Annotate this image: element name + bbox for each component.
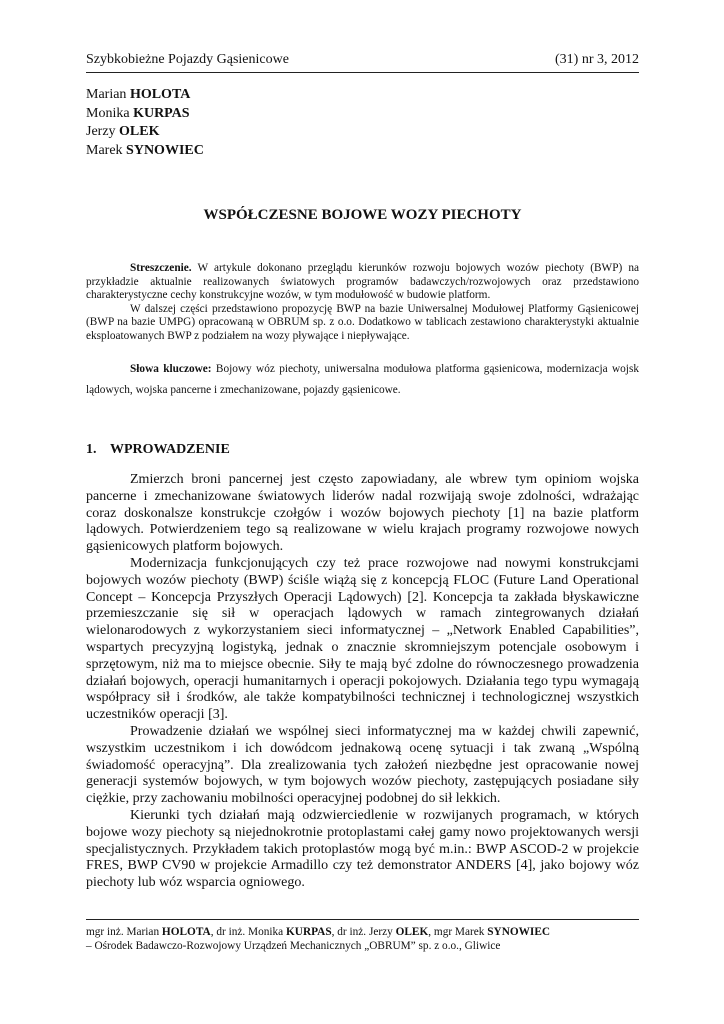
header-rule: [86, 72, 639, 73]
abstract: [86, 262, 639, 344]
body-text: [86, 472, 639, 892]
footnote-affiliation: – Ośrodek Badawczo-Rozwojowy Urządzeń Mechanicznych „OBRUM” sp. z o.o., Gliwice: [86, 940, 501, 953]
body-paragraph: Modernizacja funkcjonujących czy też prace rozwojowe nad nowymi konstrukcjami bojowych wozów piechoty (BWP) ściśle wiążą się z koncepcją FLOC (Future Land Operational Concept – Koncepcja Przyszłych Operacji Lądowych) [2]. Koncepcja ta zakłada błyskawiczne przemieszczanie się sił w operacjach lądowych w ramach zintegrowanych działań wielonarodowych z wykorzystaniem sieci informatycznej – „Network Enabled Capabilities”, wspartych precyzyjną logistyką, jednak o znacznie skromniejszym potencjale osobowym i sprzętowym, niż ma to miejsce obecnie. Siły te mają być zdolne do równoczesnego prowadzenia działań bojowych, operacji humanitarnych i operacji pokojowych. Działania tego typu wymagają współpracy sił i środków, ale także kompatybilności technicznej i technologicznej wszystkich uczestników operacji [3].: [86, 555, 639, 723]
author: Jerzy OLEK: [86, 124, 160, 139]
author: Marek SYNOWIEC: [86, 142, 204, 158]
keywords-text: Bojowy wóz piechoty, uniwersalna modułowa platforma gąsienicowa, modernizacja wojsk lądowych, wojska pancerne i zmechanizowane, pojazdy gąsienicowe.: [86, 363, 639, 396]
keywords-label: Słowa kluczowe:: [130, 363, 212, 375]
body-paragraph: Zmierzch broni pancernej jest często zapowiadany, ale wbrew tym opiniom wojska pancerne i zmechanizowane światowych liderów nadal rozwijają swoje zdolności, wdrażając coraz doskonalsze konstrukcje czołgów i wozów bojowych piechoty [1] na bazie platform lądowych. Potwierdzeniem tego są realizowane w wielu krajach programy rozwojowe nowych gąsienicowych platform bojowych.: [86, 472, 639, 555]
author-list: [86, 86, 204, 160]
body-paragraph: Prowadzenie działań we wspólnej sieci informatycznej ma w każdej chwili zapewnić, wszystkim uczestnikom i ich dowódcom jednakową ocenę sytuacji i tak zwaną „Wspólną świadomość operacyjną”. Dla zrealizowania tych założeń niezbędne jest opracowanie nowej generacji systemów bojowych, w tym bojowych wozów piechoty, zastępujących posiadane siły ciężkie, przy zachowaniu mobilności operacyjnej podobnej do sił lekkich.: [86, 723, 639, 807]
abstract-paragraph: Streszczenie. W artykule dokonano przeglądu kierunków rozwoju bojowych wozów piechoty (BWP) na przykładzie aktualnie realizowanych światowych programów badawczych/rozwojowych oraz przedstawiono charakterystyczne cechy konstrukcyjne wozów, w tym modułowość w budowie platform.: [86, 262, 639, 302]
footnote: mgr inż. Marian HOLOTA, dr inż. Monika KURPAS, dr inż. Jerzy OLEK, mgr Marek SYNOWIEC – Ośrodek Badawczo-Rozwojowy Urządzeń Mechanicznych „OBRUM” sp. z o.o., Gliwice: [86, 925, 639, 954]
section-heading: [86, 442, 230, 458]
running-header: [86, 52, 639, 68]
section-number: 1.: [86, 442, 97, 457]
body-paragraph: Kierunki tych działań mają odzwierciedlenie w rozwijanych programach, w których bojowe wozy piechoty są niejednokrotnie protoplastami całej gamy nowo projektowanych wersji specjalistycznych. Przykładem takich protoplastów mogą być m.in.: BWP ASCOD-2 w projekcie FRES, BWP CV90 w projekcie Armadillo czy też demonstrator ANDERS [4], jako bojowy wóz piechoty lub wóz wsparcia ogniowego.: [86, 807, 639, 891]
footnote-rule: [86, 919, 639, 920]
keywords: [86, 359, 639, 401]
section-title: WPROWADZENIE: [110, 442, 230, 457]
abstract-paragraph: W dalszej części przedstawiono propozycję BWP na bazie Uniwersalnej Modułowej Platformy Gąsienicowej (BWP na bazie UMPG) opracowaną w OBRUM sp. z o.o. Dodatkowo w tablicach zestawiono charakterystyki aktualnie eksploatowanych BWP z podziałem na wozy pływające i niepływające.: [86, 302, 639, 342]
abstract-label: Streszczenie.: [130, 262, 192, 274]
author: Marian HOLOTA: [86, 87, 191, 102]
author: Monika KURPAS: [86, 105, 190, 121]
issue-number: (31) nr 3, 2012: [555, 52, 639, 67]
paper-title: WSPÓŁCZESNE BOJOWE WOZY PIECHOTY: [203, 207, 522, 223]
journal-name: Szybkobieżne Pojazdy Gąsienicowe: [86, 52, 289, 67]
